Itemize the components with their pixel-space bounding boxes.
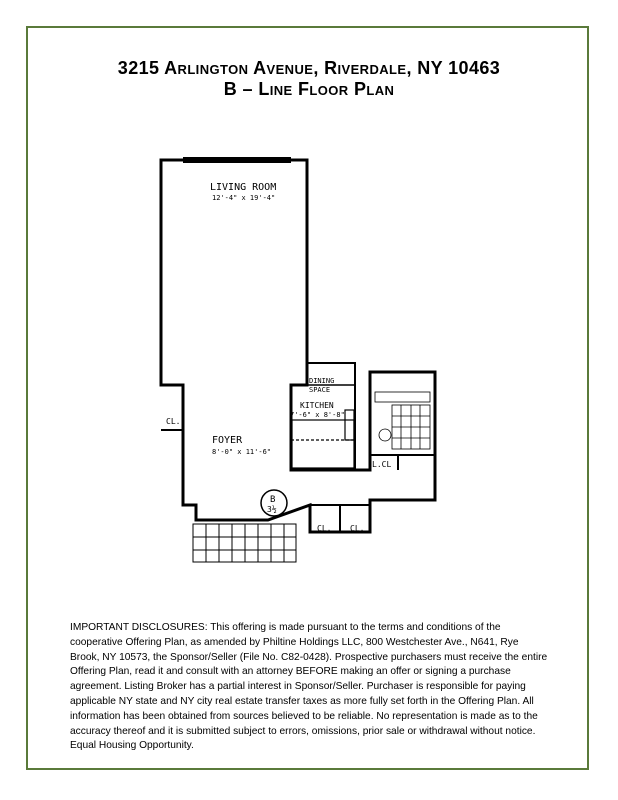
closet-b-label: CL. xyxy=(350,524,365,533)
disclosure-text: IMPORTANT DISCLOSURES: This offering is made pursuant to the terms and conditions of the cooperative Offering Plan, as amended by Philtine Holdings LLC, 800 Westchester Ave., N641, Rye Brook, NY 10573, the Sponsor/Seller (File No. C82-0428). Prospective purchasers must receive the entire Offering Plan, read it and consult with an attorney BEFORE making an offer or signing a purchase agreement. Listing Broker has a partial interest in Sponsor/Seller. Purchaser is responsible for paying applicable NY state and NY city real estate transfer taxes as more fully set forth in the Offering Plan. All information has been obtained from sources believed to be reliable. No representation is made as to the accuracy thereof and it is submitted subject to errors, omissions, prior sale or withdrawal without notice. Equal Housing Opportunity. xyxy=(70,622,548,752)
address-title: 3215 Arlington Avenue, Riverdale, NY 10463 xyxy=(117,58,501,78)
kitchen-label: KITCHEN xyxy=(300,401,334,410)
bath-wall xyxy=(370,372,435,455)
toilet xyxy=(379,429,391,441)
kitchen-sink xyxy=(345,410,354,440)
wall-outline xyxy=(161,160,435,532)
closet-a-label: CL. xyxy=(317,524,332,533)
living-room-label: LIVING ROOM xyxy=(210,182,277,193)
foyer-dims: 8'-0" x 11'-6" xyxy=(212,448,272,456)
foyer-label: FOYER xyxy=(212,435,243,446)
dining-label-1: DINING xyxy=(309,377,335,385)
closet-label: CL. xyxy=(166,417,181,426)
plan-title: B – Line Floor Plan xyxy=(223,79,395,99)
kitchen-dims: 7'-6" x 8'-8" xyxy=(290,411,345,419)
dining-label-2: SPACE xyxy=(309,386,331,394)
linen-closet-label: L.CL xyxy=(372,460,392,469)
bath-tiles xyxy=(375,392,430,449)
living-room-dims: 12'-4" x 19'-4" xyxy=(212,194,276,202)
terrace-tiles xyxy=(193,524,296,562)
unit-badge-size: 3½ xyxy=(267,505,277,514)
tub xyxy=(375,392,430,402)
unit-badge-line: B xyxy=(270,495,276,505)
